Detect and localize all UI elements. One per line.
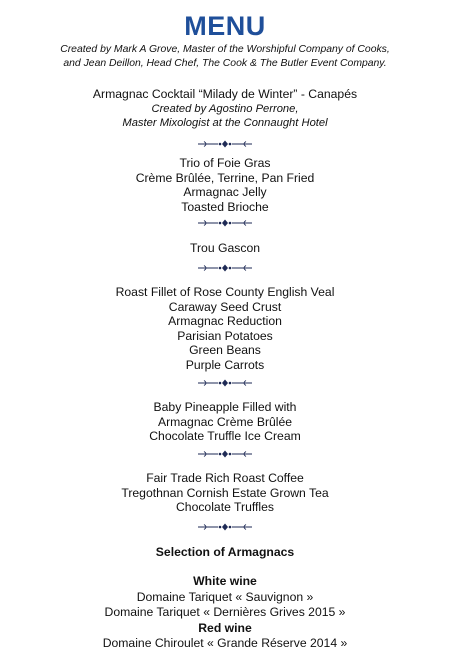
course-dessert xyxy=(0,400,450,444)
menu-item: Crème Brûlée, Terrine, Pan Fried xyxy=(135,170,315,185)
white-wine-heading: White wine xyxy=(193,574,257,588)
cocktail-name: Armagnac Cocktail “Milady de Winter” - Canapés xyxy=(92,87,358,101)
ornamental-flourish-divider-icon xyxy=(196,140,254,148)
menu-item: Fair Trade Rich Roast Coffee xyxy=(146,471,304,485)
course-coffee xyxy=(0,471,450,515)
wine-section xyxy=(0,574,450,652)
menu-item: Chocolate Truffle Ice Cream xyxy=(149,429,301,444)
menu-item: Chocolate Truffles xyxy=(175,500,274,515)
menu-item: Trio of Foie Gras xyxy=(179,156,271,170)
menu-item: Armagnac Reduction xyxy=(168,314,282,329)
course-main xyxy=(0,285,450,373)
wine-item: Domaine Tariquet « Dernières Grives 2015 » xyxy=(104,605,346,620)
armagnac-heading: Selection of Armagnacs xyxy=(155,545,295,559)
menu-item: Baby Pineapple Filled with xyxy=(153,400,297,414)
credits xyxy=(0,43,450,71)
menu-item: Trou Gascon xyxy=(190,241,260,255)
course-starter xyxy=(0,156,450,214)
ornamental-flourish-divider-icon xyxy=(196,219,254,227)
menu-item: Toasted Brioche xyxy=(181,199,269,214)
menu-item: Roast Fillet of Rose County English Veal xyxy=(115,285,335,299)
cocktail-credit: Created by Agostino Perrone, xyxy=(151,102,299,115)
red-wine-heading: Red wine xyxy=(198,620,252,635)
menu-item: Tregothnan Cornish Estate Grown Tea xyxy=(121,485,329,500)
credits-line: Created by Mark A Grove, Master of the Worshipful Company of Cooks, xyxy=(60,44,390,55)
menu-item: Armagnac Crème Brûlée xyxy=(157,414,293,429)
cocktail-credit: Master Mixologist at the Connaught Hotel xyxy=(122,116,328,129)
course-trou xyxy=(0,241,450,256)
page-title: MENU xyxy=(184,11,266,41)
menu-item: Caraway Seed Crust xyxy=(168,299,282,314)
ornamental-flourish-divider-icon xyxy=(196,264,254,272)
menu-item: Purple Carrots xyxy=(185,357,265,372)
ornamental-flourish-divider-icon xyxy=(196,450,254,458)
ornamental-flourish-divider-icon xyxy=(196,379,254,387)
menu-item: Parisian Potatoes xyxy=(177,328,273,343)
menu-item: Armagnac Jelly xyxy=(183,185,267,200)
menu-item: Green Beans xyxy=(189,343,261,358)
credits-line: and Jean Deillon, Head Chef, The Cook & The Butler Event Company. xyxy=(63,58,387,69)
wine-item: Domaine Chiroulet « Grande Réserve 2014 » xyxy=(102,636,348,651)
ornamental-flourish-divider-icon xyxy=(196,523,254,531)
cocktail-section xyxy=(0,87,450,130)
wine-item: Domaine Tariquet « Sauvignon » xyxy=(136,589,314,604)
